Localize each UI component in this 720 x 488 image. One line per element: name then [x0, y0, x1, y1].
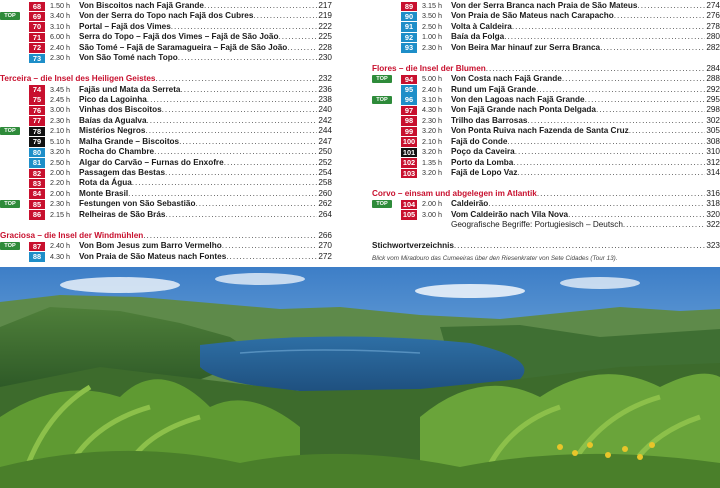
tour-page: 278	[706, 21, 720, 31]
tour-title: Relheiras de São Brás	[79, 209, 166, 219]
tour-entry[interactable]	[372, 1, 720, 11]
tour-duration: 3.20 h	[422, 168, 442, 177]
tour-title: Poço da Caveira	[451, 147, 515, 157]
tour-entry[interactable]	[0, 210, 332, 220]
tour-title: Fajãs und Mata da Serreta	[79, 84, 181, 94]
section-page: 284	[706, 63, 720, 73]
tour-title: Caldeirão	[451, 199, 489, 209]
toc-left-column	[0, 1, 332, 262]
tour-number-badge: 103	[402, 168, 416, 178]
tour-page: 217	[318, 1, 332, 10]
tour-number-badge: 102	[402, 158, 416, 168]
tour-number-badge: 82	[29, 169, 45, 179]
tour-duration: 2.00 h	[50, 168, 70, 177]
tour-number-badge: 88	[29, 252, 45, 262]
tour-entry[interactable]	[0, 1, 332, 11]
tour-entry[interactable]	[372, 199, 720, 209]
tour-number-badge: 87	[29, 242, 45, 252]
tour-entry[interactable]	[0, 53, 332, 63]
tour-number-badge: 78	[29, 127, 45, 137]
tour-page: 236	[318, 84, 332, 94]
tour-duration: 2.00 h	[50, 188, 70, 198]
tour-number-badge: 73	[29, 54, 45, 64]
tour-duration: 2.30 h	[50, 115, 70, 125]
tour-duration: 2.30 h	[50, 199, 70, 209]
tour-duration: 6.00 h	[50, 32, 70, 42]
tour-title: Von Praia de São Mateus nach Fontes	[79, 251, 227, 261]
top-badge: TOP	[0, 127, 20, 135]
tour-entry[interactable]	[372, 126, 720, 136]
tour-page: 288	[706, 74, 720, 84]
tour-entry[interactable]	[372, 147, 720, 157]
tour-title: Festungen von São Sebastião	[79, 199, 196, 209]
top-badge: TOP	[372, 200, 392, 208]
tour-title: Rota da Água	[79, 178, 132, 188]
tour-number-badge: 92	[401, 33, 417, 43]
tour-number-badge: 98	[401, 116, 417, 126]
tour-title: Baía da Folga	[451, 32, 505, 42]
tour-title: Von São Tomé nach Topo	[79, 53, 178, 63]
tour-entry[interactable]	[0, 252, 332, 262]
tour-title: São Tomé – Fajã de Saramagueira – Fajã de São João	[79, 42, 288, 52]
tour-page: 312	[706, 157, 720, 167]
section-title: Flores – die Insel der Blumen	[372, 63, 486, 73]
landscape-photo	[0, 267, 720, 488]
tour-number-badge: 68	[29, 2, 45, 12]
tour-page: 254	[318, 168, 332, 177]
tour-page: 230	[318, 53, 332, 63]
top-badge: TOP	[372, 96, 392, 104]
tour-entry[interactable]	[372, 74, 720, 84]
tour-duration: 3.45 h	[50, 84, 70, 94]
tour-title: Algar do Carvão – Furnas do Enxofre	[79, 157, 224, 167]
tour-title: Volta à Caldeira	[451, 21, 512, 31]
tour-number-badge: 71	[29, 33, 45, 43]
tour-entry[interactable]	[0, 95, 332, 105]
tour-entry[interactable]	[0, 241, 332, 251]
tour-title: Fajã do Conde	[451, 136, 508, 146]
top-badge: TOP	[0, 12, 20, 20]
glossary-title: Geografische Begriffe: Portugiesisch – Deutsch	[451, 220, 623, 230]
tour-number-badge: 104	[402, 199, 416, 209]
tour-entry[interactable]	[0, 11, 332, 21]
tour-duration: 2.45 h	[50, 94, 70, 104]
section-page: 232	[318, 74, 332, 84]
tour-page: 247	[318, 136, 332, 146]
tour-page: 282	[706, 42, 720, 52]
tour-page: 228	[318, 42, 332, 52]
tour-number-badge: 89	[401, 2, 417, 12]
toc-right-column	[372, 1, 720, 251]
tour-title: Fajã de Lopo Vaz	[451, 168, 518, 177]
tour-page: 252	[318, 157, 332, 167]
tour-number-badge: 70	[29, 22, 45, 32]
tour-number-badge: 81	[29, 158, 45, 168]
tour-number-badge: 72	[29, 43, 45, 53]
tour-title: Rocha do Chambre	[79, 147, 155, 157]
tour-page: 276	[706, 11, 720, 21]
section-graciosa[interactable]	[0, 231, 332, 241]
tour-duration: 3.20 h	[422, 147, 442, 157]
tour-title: Serra do Topo – Fajã dos Vimes – Fajã de São João	[79, 32, 279, 42]
tour-number-badge: 105	[402, 210, 416, 220]
tour-entry[interactable]	[0, 116, 332, 126]
tour-entry[interactable]	[0, 147, 332, 157]
index-page: 323	[706, 240, 720, 250]
tour-duration: 4.30 h	[50, 251, 70, 261]
tour-duration: 1.00 h	[422, 32, 442, 42]
tour-duration: 3.40 h	[50, 11, 70, 21]
tour-page: 308	[706, 136, 720, 146]
tour-title: Vom Caldeirão nach Vila Nova	[451, 209, 569, 219]
tour-title: Von Bom Jesus zum Barro Vermelho	[79, 241, 222, 251]
tour-page: 244	[318, 126, 332, 136]
tour-title: Portal – Fajã dos Vimes	[79, 21, 171, 31]
index-entry[interactable]	[372, 241, 720, 251]
tour-page: 258	[318, 178, 332, 188]
tour-entry[interactable]	[372, 11, 720, 21]
tour-number-badge: 95	[401, 85, 417, 95]
tour-duration: 2.10 h	[50, 126, 70, 136]
section-title: Corvo – einsam und abgelegen im Atlantik	[372, 188, 537, 198]
tour-duration: 2.10 h	[422, 136, 442, 146]
tour-page: 270	[318, 241, 332, 251]
section-page: 316	[706, 188, 720, 198]
tour-entry[interactable]	[0, 137, 332, 147]
tour-page: 280	[706, 32, 720, 42]
tour-page: 302	[706, 115, 720, 125]
tour-page: 298	[706, 105, 720, 115]
tour-title: Malha Grande – Biscoitos	[79, 136, 180, 146]
top-badge: TOP	[0, 242, 20, 250]
tour-page: 292	[706, 84, 720, 94]
index-title: Stichwortverzeichnis	[372, 240, 454, 250]
tour-number-badge: 99	[401, 127, 417, 137]
tour-duration: 4.30 h	[422, 105, 442, 115]
tour-title: Von Ponta Ruiva nach Fazenda de Santa Cruz	[451, 126, 629, 136]
tour-title: Von Costa nach Fajã Grande	[451, 74, 562, 84]
tour-entry[interactable]	[372, 22, 720, 32]
top-badge: TOP	[372, 75, 392, 83]
tour-duration: 2.50 h	[422, 21, 442, 31]
tour-number-badge: 74	[29, 85, 45, 95]
tour-entry[interactable]	[0, 158, 332, 168]
tour-entry[interactable]	[0, 126, 332, 136]
tour-entry[interactable]	[372, 85, 720, 95]
tour-duration: 1.35 h	[422, 157, 442, 167]
tour-page: 219	[318, 11, 332, 21]
section-title: Graciosa – die Insel der Windmühlen	[0, 230, 144, 240]
tour-title: Von der Serra do Topo nach Fajã dos Cubres	[79, 11, 254, 21]
tour-page: 262	[318, 199, 332, 209]
tour-duration: 2.40 h	[50, 241, 70, 251]
tour-title: Baías da Agualva	[79, 115, 147, 125]
tour-title: Von den Lagoas nach Fajã Grande	[451, 94, 585, 104]
tour-title: Von der Serra Branca nach Praia de São Mateus	[451, 1, 638, 10]
tour-entry[interactable]	[372, 210, 720, 220]
tour-number-badge: 91	[401, 22, 417, 32]
tour-entry[interactable]	[0, 32, 332, 42]
tour-entry[interactable]	[0, 189, 332, 199]
tour-title: Passagem das Bestas	[79, 168, 166, 177]
tour-entry[interactable]	[0, 85, 332, 95]
tour-duration: 3.20 h	[50, 147, 70, 157]
section-terceira[interactable]	[0, 74, 332, 84]
tour-title: Rund um Fajã Grande	[451, 84, 537, 94]
tour-page: 314	[706, 168, 720, 177]
tour-duration: 2.40 h	[50, 42, 70, 52]
tour-title: Monte Brasil	[79, 188, 129, 198]
tour-entry[interactable]	[372, 137, 720, 147]
tour-page: 225	[318, 32, 332, 42]
tour-duration: 2.15 h	[50, 209, 70, 219]
tour-page: 240	[318, 105, 332, 115]
tour-title: Von Beira Mar hinauf zur Serra Branca	[451, 42, 601, 52]
tour-title: Von Praia de São Mateus nach Carapacho	[451, 11, 614, 21]
tour-duration: 5.10 h	[50, 136, 70, 146]
tour-number-badge: 77	[29, 116, 45, 126]
tour-duration: 3.00 h	[50, 105, 70, 115]
tour-title: Vinhas dos Biscoitos	[79, 105, 162, 115]
tour-duration: 2.00 h	[422, 199, 442, 209]
tour-duration: 2.40 h	[422, 84, 442, 94]
glossary-page: 322	[706, 220, 720, 230]
section-page: 266	[318, 230, 332, 240]
tour-number-badge: 94	[401, 75, 417, 85]
tour-entry[interactable]	[372, 43, 720, 53]
tour-number-badge: 101	[402, 147, 416, 157]
tour-duration: 5.00 h	[422, 74, 442, 84]
tour-duration: 3.00 h	[422, 209, 442, 219]
tour-duration: 2.30 h	[422, 42, 442, 52]
tour-page: 320	[706, 209, 720, 219]
tour-title: Von Fajã Grande nach Ponta Delgada	[451, 105, 596, 115]
tour-entry[interactable]	[0, 199, 332, 209]
tour-duration: 3.50 h	[422, 11, 442, 21]
tour-entry[interactable]	[372, 95, 720, 105]
section-corvo[interactable]	[372, 189, 720, 199]
tour-duration: 2.30 h	[422, 115, 442, 125]
tour-entry[interactable]	[0, 43, 332, 53]
tour-page: 318	[706, 199, 720, 209]
tour-number-badge: 97	[401, 106, 417, 116]
tour-page: 274	[706, 1, 720, 10]
top-badge: TOP	[0, 200, 20, 208]
tour-number-badge: 69	[29, 12, 45, 22]
tour-page: 250	[318, 147, 332, 157]
tour-page: 260	[318, 188, 332, 198]
tour-entry[interactable]	[372, 116, 720, 126]
tour-number-badge: 83	[29, 179, 45, 189]
tour-title: Porto da Lomba	[451, 157, 514, 167]
tour-page: 222	[318, 21, 332, 31]
tour-duration: 3.10 h	[422, 94, 442, 104]
tour-page: 272	[318, 251, 332, 261]
tour-duration: 2.30 h	[50, 53, 70, 63]
tour-page: 264	[318, 209, 332, 219]
tour-entry[interactable]	[0, 168, 332, 178]
section-title: Terceira – die Insel des Heiligen Geistes	[0, 74, 156, 84]
tour-entry[interactable]	[0, 105, 332, 115]
tour-number-badge: 76	[29, 106, 45, 116]
tour-duration: 3.20 h	[422, 126, 442, 136]
tour-page: 305	[706, 126, 720, 136]
tour-entry[interactable]	[372, 32, 720, 42]
section-flores[interactable]	[372, 64, 720, 74]
tour-number-badge: 85	[29, 200, 45, 210]
tour-duration: 3.15 h	[422, 1, 442, 10]
tour-entry[interactable]	[0, 178, 332, 188]
photo-caption: Blick vom Miradouro das Cumeeiras über den Riesenkrater von Sete Cidades (Tour 13).	[372, 255, 618, 262]
tour-number-badge: 86	[29, 210, 45, 220]
tour-number-badge: 96	[401, 95, 417, 105]
tour-number-badge: 75	[29, 95, 45, 105]
tour-number-badge: 93	[401, 43, 417, 53]
tour-page: 295	[706, 94, 720, 104]
tour-title: Trilho das Barrosas	[451, 115, 528, 125]
tour-number-badge: 84	[29, 189, 45, 199]
tour-title: Pico da Lagoinha	[79, 94, 147, 104]
tour-entry[interactable]	[372, 158, 720, 168]
tour-number-badge: 100	[402, 137, 416, 147]
tour-number-badge: 90	[401, 12, 417, 22]
tour-number-badge: 79	[29, 137, 45, 147]
tour-number-badge: 80	[29, 148, 45, 158]
tour-duration: 3.10 h	[50, 21, 70, 31]
glossary-entry[interactable]	[372, 220, 720, 230]
tour-entry[interactable]	[372, 105, 720, 115]
tour-duration: 1.50 h	[50, 1, 70, 10]
tour-page: 238	[318, 94, 332, 104]
tour-entry[interactable]	[372, 168, 720, 178]
tour-duration: 2.50 h	[50, 157, 70, 167]
tour-page: 242	[318, 115, 332, 125]
tour-entry[interactable]	[0, 22, 332, 32]
tour-duration: 2.20 h	[50, 178, 70, 188]
tour-title: Von Biscoitos nach Fajã Grande	[79, 1, 204, 10]
tour-page: 310	[706, 147, 720, 157]
tour-title: Mistérios Negros	[79, 126, 146, 136]
